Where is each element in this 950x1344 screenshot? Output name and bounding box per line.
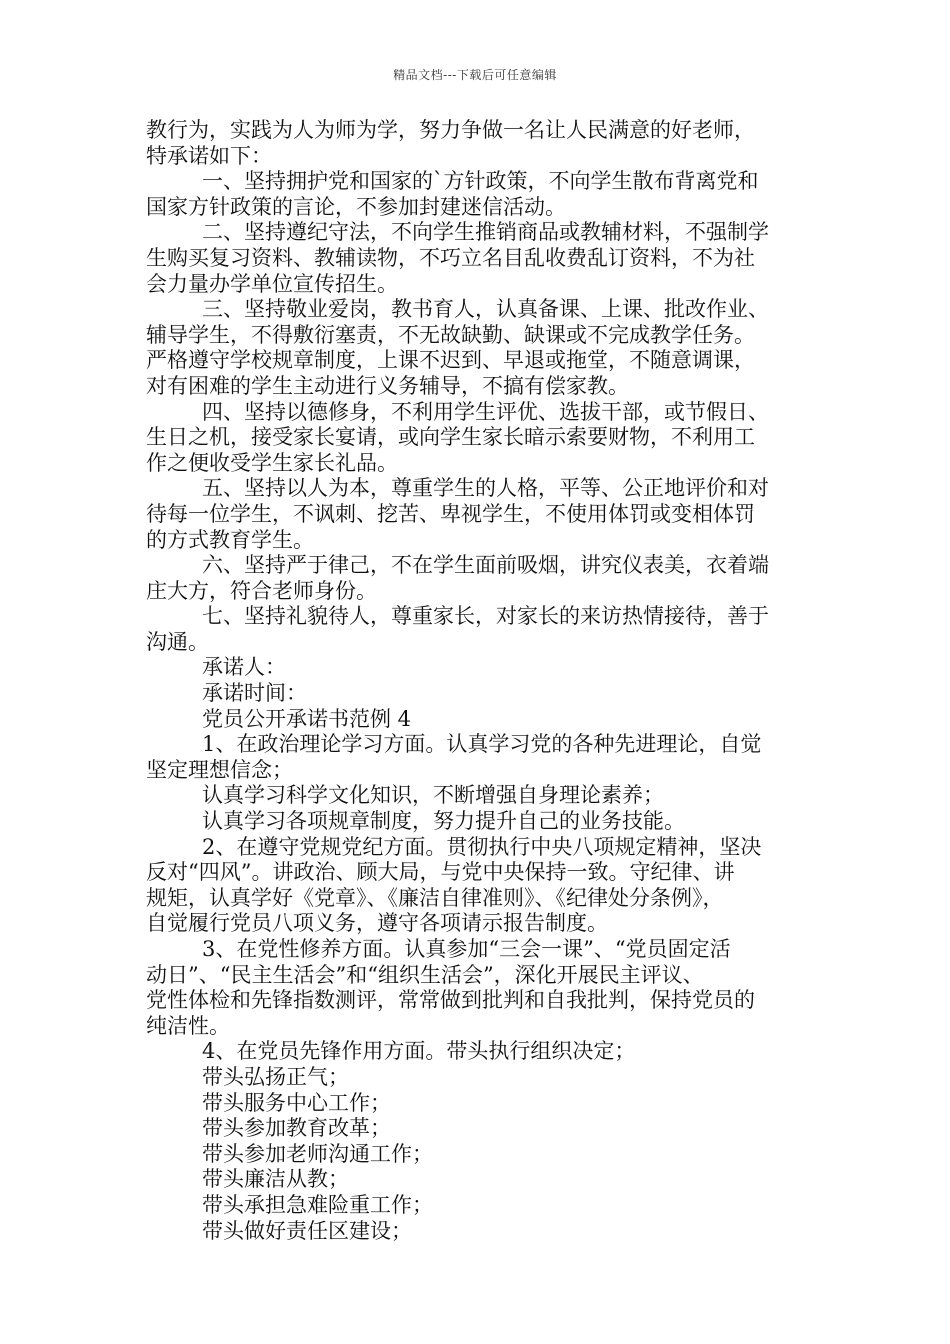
- text-line: 1、在政治理论学习方面。认真学习党的各种先进理论，自觉: [202, 732, 762, 757]
- text-line: 特承诺如下：: [146, 143, 272, 168]
- text-line: 教行为，实践为人为师为学，努力争做一名让人民满意的好老师，: [146, 118, 755, 142]
- text-line: 七、坚持礼貌待人，尊重家长，对家长的来访热情接待，善于: [202, 604, 769, 629]
- text-line: 自觉履行党员八项义务，遵守各项请示报告制度。: [146, 911, 608, 936]
- text-line: 承诺时间：: [202, 681, 307, 706]
- text-line: 生日之机，接受家长宴请，或向学生家长暗示索要财物，不利用工: [146, 425, 755, 450]
- page-header: 精品文档---下载后可任意编辑: [393, 68, 557, 82]
- text-line: 国家方针政策的言论，不参加封建迷信活动。: [146, 194, 566, 219]
- text-line: 带头廉洁从教；: [202, 1167, 349, 1192]
- text-line: 待每一位学生，不讽刺、挖苦、卑视学生，不使用体罚或变相体罚: [146, 501, 755, 526]
- text-line: 4、在党员先锋作用方面。带头执行组织决定；: [202, 1039, 636, 1064]
- text-line: 认真学习科学文化知识，不断增强自身理论素养；: [202, 783, 664, 808]
- text-line: 认真学习各项规章制度，努力提升自己的业务技能。: [202, 809, 685, 834]
- text-line: 带头承担急难险重工作；: [202, 1192, 433, 1217]
- text-line: 辅导学生，不得敷衍塞责，不无故缺勤、缺课或不完成教学任务。: [146, 322, 755, 347]
- text-line: 五、坚持以人为本，尊重学生的人格，平等、公正地评价和对: [202, 476, 769, 501]
- text-line: 反对“四风”。讲政治、顾大局，与党中央保持一致。守纪律、讲: [146, 860, 735, 885]
- text-line: 带头服务中心工作；: [202, 1090, 391, 1115]
- text-line: 庄大方，符合老师身份。: [146, 578, 377, 603]
- text-line: 四、坚持以德修身，不利用学生评优、选拔干部，或节假日、: [202, 399, 769, 424]
- text-line: 动日”、“民主生活会”和“组织生活会”，深化开展民主评议、: [146, 962, 704, 987]
- text-line: 一、坚持拥护党和国家的`方针政策，不向学生散布背离党和: [202, 169, 759, 194]
- text-line: 带头弘扬正气；: [202, 1064, 349, 1089]
- text-line: 作之便收受学生家长礼品。: [146, 450, 398, 475]
- text-line: 会力量办学单位宣传招生。: [146, 271, 398, 296]
- text-line: 对有困难的学生主动进行义务辅导，不搞有偿家教。: [146, 373, 629, 398]
- text-line: 沟通。: [146, 629, 209, 654]
- text-line: 3、在党性修养方面。认真参加“三会一课”、“党员固定活: [202, 937, 731, 961]
- text-line: 的方式教育学生。: [146, 527, 314, 552]
- text-line: 纯洁性。: [146, 1013, 230, 1038]
- text-line: 生购买复习资料、教辅读物，不巧立名目乱收费乱订资料，不为社: [146, 245, 755, 270]
- text-line: 二、坚持遵纪守法，不向学生推销商品或教辅材料，不强制学: [202, 220, 769, 245]
- document-body: [146, 118, 810, 1244]
- text-line: 规矩，认真学好《党章》、《廉洁自律准则》、《纪律处分条例》，: [146, 885, 724, 910]
- text-line: 六、坚持严于律己，不在学生面前吸烟，讲究仪表美，衣着端: [202, 553, 769, 578]
- text-line: 坚定理想信念；: [146, 757, 293, 782]
- text-line: 带头参加老师沟通工作；: [202, 1141, 433, 1166]
- text-line: 党员公开承诺书范例 4: [202, 706, 412, 731]
- text-line: 2、在遵守党规党纪方面。贯彻执行中央八项规定精神，坚决: [202, 834, 762, 859]
- text-line: 带头参加教育改革；: [202, 1116, 391, 1141]
- text-line: 承诺人：: [202, 655, 286, 680]
- text-line: 严格遵守学校规章制度，上课不迟到、早退或拖堂，不随意调课，: [146, 348, 755, 373]
- text-line: 三、坚持敬业爱岗，教书育人，认真备课、上课、批改作业、: [202, 297, 769, 322]
- text-line: 带头做好责任区建设；: [202, 1218, 412, 1243]
- text-line: 党性体检和先锋指数测评，常常做到批判和自我批判，保持党员的: [146, 988, 755, 1013]
